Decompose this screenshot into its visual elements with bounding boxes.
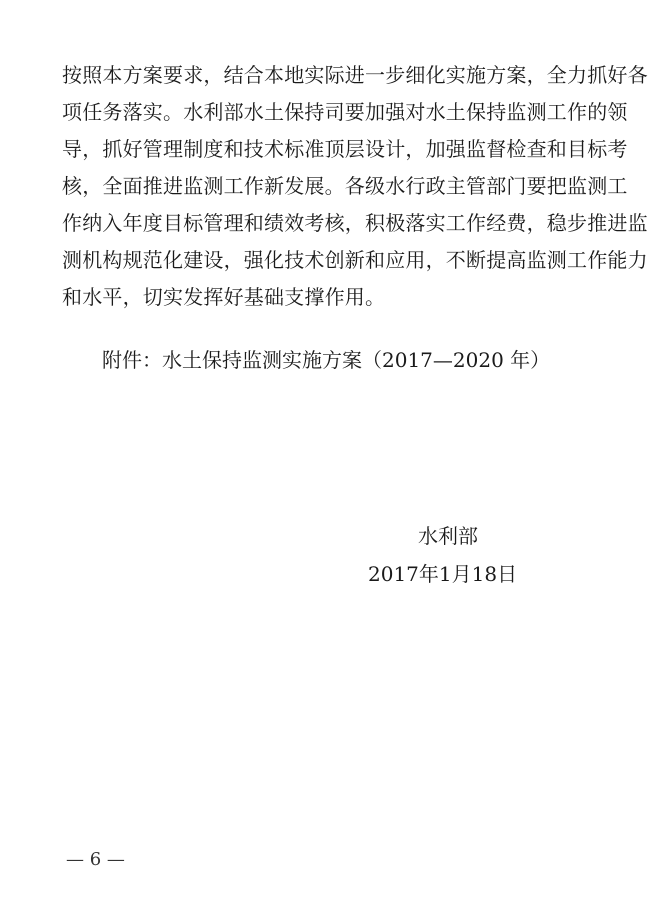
paragraph-line: 核，全面推进监测工作新发展。各级水行政主管部门要把监测工 — [62, 174, 628, 198]
paragraph-line: 按照本方案要求，结合本地实际进一步细化实施方案，全力抓好各 — [62, 63, 648, 87]
body-paragraph — [62, 57, 648, 316]
paragraph-line: 项任务落实。水利部水土保持司要加强对水土保持监测工作的领 — [62, 100, 628, 124]
paragraph-line: 导，抓好管理制度和技术标准顶层设计，加强监督检查和目标考 — [62, 137, 628, 161]
paragraph-line: 和水平，切实发挥好基础支撑作用。 — [62, 285, 386, 309]
paragraph-line: 测机构规范化建设，强化技术创新和应用，不断提高监测工作能力 — [62, 248, 648, 272]
signature-organization: 水利部 — [418, 524, 478, 548]
attachment-note: 附件：水土保持监测实施方案（2017—2020 年） — [102, 348, 551, 372]
paragraph-line: 作纳入年度目标管理和绩效考核，积极落实工作经费，稳步推进监 — [62, 211, 648, 235]
page-number: — 6 — — [66, 849, 125, 870]
signature-date: 2017年1月18日 — [368, 562, 518, 586]
